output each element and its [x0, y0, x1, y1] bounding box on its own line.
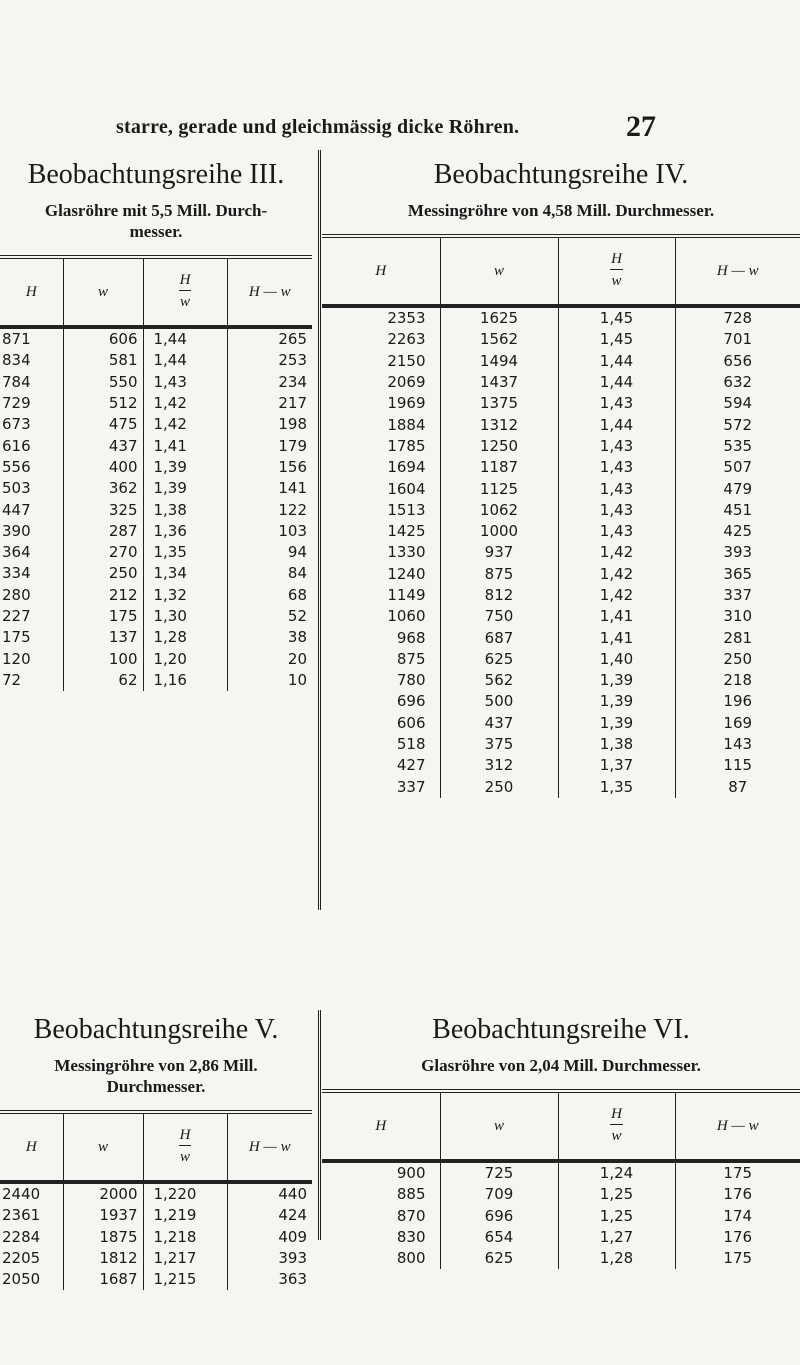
table-row — [0, 563, 312, 584]
cell-ratio: 1,44 — [558, 351, 675, 372]
table-row — [322, 478, 800, 499]
cell-diff: 337 — [675, 585, 800, 606]
cell-h: 968 — [396, 628, 426, 647]
cell-diff: 656 — [675, 351, 800, 372]
cell-w: 437 — [440, 713, 558, 734]
cell-h: 784 — [2, 372, 31, 391]
cell-ratio: 1,35 — [558, 777, 675, 798]
cell-h: 556 — [2, 457, 31, 476]
table-row — [0, 670, 312, 691]
cell-h: 2284 — [2, 1227, 41, 1246]
cell-w: 1000 — [440, 521, 558, 542]
cell-diff: 196 — [675, 691, 800, 712]
page-number: 27 — [626, 110, 656, 143]
cell-h: 606 — [396, 713, 426, 732]
cell-diff: 217 — [227, 393, 312, 414]
page-header — [0, 112, 800, 142]
cell-ratio: 1,45 — [558, 329, 675, 350]
cell-w: 2000 — [63, 1182, 143, 1205]
cell-w: 250 — [440, 777, 558, 798]
series-vi-table — [322, 1089, 800, 1269]
cell-diff: 363 — [227, 1269, 312, 1290]
cell-h: 834 — [2, 351, 31, 370]
series-v-subtitle: Messingröhre von 2,86 Mill. Durchmesser. — [54, 1056, 258, 1096]
table-row — [322, 734, 800, 755]
series-iv-table — [322, 234, 800, 798]
series-iv-title: Beobachtungsreihe IV. — [433, 159, 689, 190]
cell-diff: 365 — [675, 564, 800, 585]
col-diff: H — w — [227, 1112, 312, 1182]
cell-w: 1625 — [440, 306, 558, 329]
cell-w: 312 — [440, 755, 558, 776]
cell-h: 280 — [2, 585, 31, 604]
cell-w: 550 — [63, 372, 143, 393]
cell-diff: 265 — [227, 327, 312, 350]
table-row — [322, 585, 800, 606]
cell-w: 250 — [63, 563, 143, 584]
table-row — [0, 585, 312, 606]
table-row — [0, 1227, 312, 1248]
cell-diff: 122 — [227, 499, 312, 520]
cell-diff: 424 — [227, 1205, 312, 1226]
cell-w: 937 — [440, 542, 558, 563]
cell-diff: 393 — [675, 542, 800, 563]
table-row — [0, 606, 312, 627]
cell-ratio: 1,36 — [143, 521, 227, 542]
table-row — [322, 329, 800, 350]
cell-ratio: 1,27 — [558, 1227, 675, 1248]
cell-ratio: 1,45 — [558, 306, 675, 329]
cell-w: 654 — [440, 1227, 558, 1248]
series-iv-subtitle: Messingröhre von 4,58 Mill. Durchmesser. — [407, 201, 715, 220]
table-row — [322, 457, 800, 478]
cell-diff: 234 — [227, 372, 312, 393]
col-h: H — [375, 262, 387, 279]
table-row — [0, 542, 312, 563]
cell-w: 212 — [63, 585, 143, 606]
cell-w: 750 — [440, 606, 558, 627]
cell-w: 1562 — [440, 329, 558, 350]
table-row — [322, 500, 800, 521]
table-row — [0, 1269, 312, 1290]
cell-ratio: 1,39 — [558, 713, 675, 734]
cell-diff: 175 — [675, 1161, 800, 1184]
cell-ratio: 1,32 — [143, 585, 227, 606]
cell-w: 137 — [63, 627, 143, 648]
cell-h: 72 — [2, 670, 22, 689]
cell-h: 729 — [2, 394, 31, 413]
cell-ratio: 1,42 — [143, 414, 227, 435]
cell-w: 512 — [63, 393, 143, 414]
cell-diff: 94 — [227, 542, 312, 563]
cell-h: 364 — [2, 543, 31, 562]
cell-w: 1687 — [63, 1269, 143, 1290]
cell-h: 870 — [396, 1206, 426, 1225]
table-row — [0, 350, 312, 371]
cell-h: 2205 — [2, 1249, 41, 1268]
cell-ratio: 1,44 — [558, 414, 675, 435]
cell-diff: 115 — [675, 755, 800, 776]
cell-h: 1604 — [387, 479, 426, 498]
table-row — [0, 627, 312, 648]
cell-ratio: 1,44 — [558, 372, 675, 393]
cell-ratio: 1,24 — [558, 1161, 675, 1184]
running-title: starre, gerade und gleichmässig dicke Röhren. — [116, 116, 520, 138]
cell-h: 503 — [2, 479, 31, 498]
cell-ratio: 1,34 — [143, 563, 227, 584]
cell-diff: 393 — [227, 1248, 312, 1269]
cell-w: 500 — [440, 691, 558, 712]
cell-diff: 451 — [675, 500, 800, 521]
table-row — [0, 499, 312, 520]
cell-w: 1937 — [63, 1205, 143, 1226]
cell-diff: 169 — [675, 713, 800, 734]
series-iii-title: Beobachtungsreihe III. — [27, 159, 285, 190]
table-row — [0, 1205, 312, 1226]
cell-diff: 103 — [227, 521, 312, 542]
series-vi-title: Beobachtungsreihe VI. — [432, 1014, 690, 1045]
cell-ratio: 1,38 — [143, 499, 227, 520]
series-vi-subtitle: Glasröhre von 2,04 Mill. Durchmesser. — [421, 1056, 701, 1075]
cell-diff: 632 — [675, 372, 800, 393]
column-separator-top — [318, 150, 321, 910]
cell-ratio: 1,39 — [558, 691, 675, 712]
cell-ratio: 1,39 — [558, 670, 675, 691]
cell-ratio: 1,42 — [143, 393, 227, 414]
cell-w: 1375 — [440, 393, 558, 414]
cell-h: 2150 — [387, 351, 426, 370]
cell-w: 287 — [63, 521, 143, 542]
cell-ratio: 1,43 — [143, 372, 227, 393]
cell-diff: 174 — [675, 1206, 800, 1227]
cell-ratio: 1,25 — [558, 1206, 675, 1227]
cell-diff: 52 — [227, 606, 312, 627]
table-row — [322, 306, 800, 329]
column-separator-bottom — [318, 1010, 321, 1240]
cell-w: 475 — [63, 414, 143, 435]
cell-w: 1875 — [63, 1227, 143, 1248]
cell-diff: 143 — [675, 734, 800, 755]
cell-ratio: 1,39 — [143, 478, 227, 499]
cell-diff: 507 — [675, 457, 800, 478]
cell-w: 1250 — [440, 436, 558, 457]
cell-diff: 176 — [675, 1227, 800, 1248]
cell-w: 175 — [63, 606, 143, 627]
cell-w: 362 — [63, 478, 143, 499]
cell-w: 625 — [440, 1248, 558, 1269]
cell-ratio: 1,217 — [143, 1248, 227, 1269]
cell-ratio: 1,43 — [558, 457, 675, 478]
cell-diff: 409 — [227, 1227, 312, 1248]
cell-ratio: 1,219 — [143, 1205, 227, 1226]
cell-diff: 218 — [675, 670, 800, 691]
col-ratio: $\frac{H}{w}$ — [558, 1091, 675, 1161]
series-v-table — [0, 1110, 312, 1290]
cell-h: 1969 — [387, 394, 426, 413]
cell-ratio: 1,37 — [558, 755, 675, 776]
cell-ratio: 1,20 — [143, 648, 227, 669]
table-row — [0, 414, 312, 435]
cell-h: 2353 — [387, 309, 426, 328]
table-row — [322, 777, 800, 798]
table-row — [0, 648, 312, 669]
cell-w: 709 — [440, 1184, 558, 1205]
cell-ratio: 1,220 — [143, 1182, 227, 1205]
cell-diff: 572 — [675, 414, 800, 435]
cell-diff: 440 — [227, 1182, 312, 1205]
cell-ratio: 1,35 — [143, 542, 227, 563]
table-row — [322, 372, 800, 393]
cell-h: 2069 — [387, 373, 426, 392]
cell-w: 606 — [63, 327, 143, 350]
series-v — [0, 1013, 312, 1290]
cell-diff: 594 — [675, 393, 800, 414]
table-row — [322, 542, 800, 563]
col-w: w — [440, 236, 558, 306]
table-row — [322, 351, 800, 372]
cell-w: 100 — [63, 648, 143, 669]
cell-ratio: 1,41 — [558, 606, 675, 627]
cell-diff: 310 — [675, 606, 800, 627]
cell-w: 875 — [440, 564, 558, 585]
series-iii-body — [0, 327, 312, 691]
cell-w: 725 — [440, 1161, 558, 1184]
table-row — [0, 327, 312, 350]
cell-ratio: 1,28 — [558, 1248, 675, 1269]
cell-h: 447 — [2, 500, 31, 519]
cell-ratio: 1,41 — [143, 435, 227, 456]
cell-ratio: 1,40 — [558, 649, 675, 670]
cell-w: 62 — [63, 670, 143, 691]
cell-h: 227 — [2, 607, 31, 625]
cell-w: 581 — [63, 350, 143, 371]
cell-diff: 253 — [227, 350, 312, 371]
table-row — [322, 606, 800, 627]
cell-ratio: 1,43 — [558, 521, 675, 542]
cell-w: 812 — [440, 585, 558, 606]
cell-w: 1187 — [440, 457, 558, 478]
cell-h: 175 — [2, 628, 31, 647]
series-vi-body — [322, 1161, 800, 1269]
table-row — [322, 1184, 800, 1205]
cell-h: 1694 — [387, 458, 426, 477]
table-row — [322, 436, 800, 457]
cell-ratio: 1,42 — [558, 564, 675, 585]
cell-ratio: 1,39 — [143, 457, 227, 478]
cell-ratio: 1,38 — [558, 734, 675, 755]
cell-w: 270 — [63, 542, 143, 563]
cell-h: 780 — [396, 671, 426, 690]
cell-diff: 198 — [227, 414, 312, 435]
cell-diff: 281 — [675, 627, 800, 648]
table-row — [322, 670, 800, 691]
table-row — [322, 713, 800, 734]
series-iv-body — [322, 306, 800, 798]
cell-w: 562 — [440, 670, 558, 691]
cell-ratio: 1,42 — [558, 542, 675, 563]
table-row — [322, 1161, 800, 1184]
table-row — [0, 1248, 312, 1269]
cell-h: 616 — [2, 436, 31, 455]
cell-h: 427 — [396, 756, 426, 775]
col-ratio: $\frac{H}{w}$ — [143, 1112, 227, 1182]
cell-diff: 728 — [675, 306, 800, 329]
cell-ratio: 1,43 — [558, 500, 675, 521]
cell-h: 1785 — [387, 436, 426, 455]
cell-w: 625 — [440, 649, 558, 670]
table-row — [0, 435, 312, 456]
cell-w: 1062 — [440, 500, 558, 521]
cell-diff: 179 — [227, 435, 312, 456]
cell-diff: 141 — [227, 478, 312, 499]
cell-h: 2361 — [2, 1206, 41, 1225]
cell-w: 375 — [440, 734, 558, 755]
cell-ratio: 1,218 — [143, 1227, 227, 1248]
col-h: H — [25, 1138, 37, 1155]
cell-h: 800 — [396, 1249, 426, 1268]
cell-w: 687 — [440, 627, 558, 648]
series-iii — [0, 158, 312, 691]
table-row — [322, 564, 800, 585]
cell-diff: 176 — [675, 1184, 800, 1205]
cell-w: 325 — [63, 499, 143, 520]
series-v-body — [0, 1182, 312, 1290]
series-iii-table — [0, 255, 312, 691]
col-w: w — [63, 257, 143, 327]
cell-h: 673 — [2, 415, 31, 434]
cell-h: 1060 — [387, 607, 426, 626]
cell-h: 900 — [396, 1164, 426, 1183]
table-row — [322, 414, 800, 435]
cell-ratio: 1,215 — [143, 1269, 227, 1290]
cell-h: 390 — [2, 521, 31, 540]
cell-h: 334 — [2, 564, 31, 583]
cell-ratio: 1,30 — [143, 606, 227, 627]
col-diff: H — w — [675, 1091, 800, 1161]
cell-h: 830 — [396, 1228, 426, 1247]
cell-diff: 84 — [227, 563, 312, 584]
table-row — [0, 1182, 312, 1205]
series-iv — [322, 158, 800, 798]
cell-h: 1513 — [387, 500, 426, 519]
cell-h: 337 — [396, 777, 426, 796]
cell-w: 696 — [440, 1206, 558, 1227]
cell-w: 1494 — [440, 351, 558, 372]
cell-diff: 68 — [227, 585, 312, 606]
cell-ratio: 1,43 — [558, 478, 675, 499]
cell-diff: 425 — [675, 521, 800, 542]
table-row — [0, 457, 312, 478]
table-row — [322, 1206, 800, 1227]
cell-ratio: 1,44 — [143, 350, 227, 371]
cell-w: 1125 — [440, 478, 558, 499]
col-w: w — [63, 1112, 143, 1182]
table-row — [322, 649, 800, 670]
cell-h: 2440 — [2, 1185, 41, 1204]
cell-h: 696 — [396, 692, 426, 711]
cell-h: 2050 — [2, 1270, 41, 1289]
table-row — [0, 372, 312, 393]
cell-diff: 250 — [675, 649, 800, 670]
col-diff: H — w — [227, 257, 312, 327]
table-row — [322, 521, 800, 542]
cell-h: 1425 — [387, 522, 426, 541]
table-row — [0, 521, 312, 542]
series-vi — [322, 1013, 800, 1269]
cell-h: 1149 — [387, 586, 426, 604]
cell-diff: 10 — [227, 670, 312, 691]
cell-h: 1884 — [387, 415, 426, 434]
table-row — [322, 393, 800, 414]
cell-h: 875 — [396, 649, 426, 668]
table-row — [322, 1227, 800, 1248]
table-row — [322, 691, 800, 712]
series-v-title: Beobachtungsreihe V. — [33, 1014, 279, 1045]
cell-h: 518 — [396, 735, 426, 754]
col-h: H — [25, 283, 37, 300]
cell-h: 2263 — [387, 330, 426, 349]
cell-diff: 701 — [675, 329, 800, 350]
col-diff: H — w — [675, 236, 800, 306]
cell-w: 1437 — [440, 372, 558, 393]
table-row — [322, 627, 800, 648]
cell-w: 437 — [63, 435, 143, 456]
cell-diff: 535 — [675, 436, 800, 457]
cell-ratio: 1,42 — [558, 585, 675, 606]
cell-h: 1330 — [387, 543, 426, 562]
col-h: H — [375, 1117, 387, 1134]
cell-ratio: 1,43 — [558, 393, 675, 414]
table-row — [0, 478, 312, 499]
cell-diff: 38 — [227, 627, 312, 648]
col-w: w — [440, 1091, 558, 1161]
cell-w: 400 — [63, 457, 143, 478]
cell-ratio: 1,25 — [558, 1184, 675, 1205]
cell-h: 1240 — [387, 564, 426, 583]
cell-diff: 87 — [675, 777, 800, 798]
cell-ratio: 1,43 — [558, 436, 675, 457]
table-row — [0, 393, 312, 414]
col-ratio: $\frac{H}{w}$ — [143, 257, 227, 327]
cell-w: 1812 — [63, 1248, 143, 1269]
cell-ratio: 1,28 — [143, 627, 227, 648]
table-row — [322, 1248, 800, 1269]
series-iii-subtitle: Glasröhre mit 5,5 Mill. Durch-messer. — [44, 201, 268, 241]
cell-ratio: 1,41 — [558, 627, 675, 648]
cell-diff: 20 — [227, 648, 312, 669]
cell-ratio: 1,44 — [143, 327, 227, 350]
cell-h: 885 — [396, 1185, 426, 1204]
col-ratio: $\frac{H}{w}$ — [558, 236, 675, 306]
cell-diff: 479 — [675, 478, 800, 499]
cell-w: 1312 — [440, 414, 558, 435]
cell-h: 871 — [2, 330, 31, 349]
table-row — [322, 755, 800, 776]
cell-h: 120 — [2, 649, 31, 668]
cell-diff: 175 — [675, 1248, 800, 1269]
cell-ratio: 1,16 — [143, 670, 227, 691]
cell-diff: 156 — [227, 457, 312, 478]
